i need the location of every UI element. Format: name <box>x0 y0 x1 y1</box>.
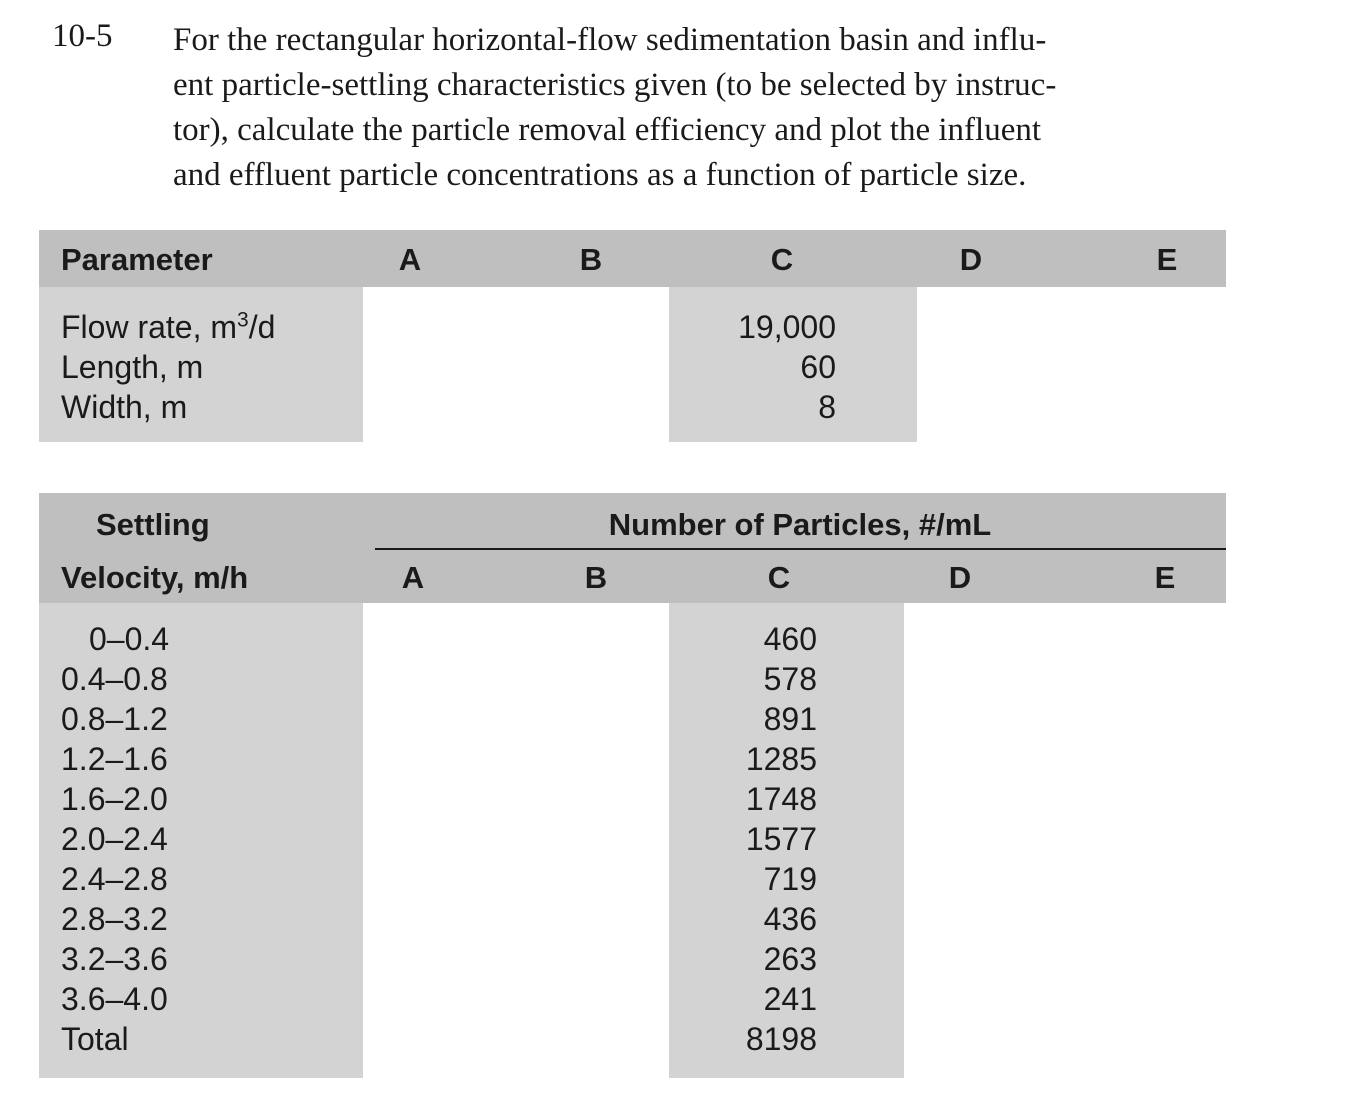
header-number-of-particles: Number of Particles, #/mL <box>608 507 992 542</box>
header-col-b: B <box>584 560 608 595</box>
parameter-table-header-band <box>39 230 1226 287</box>
table-cell-c: 891 <box>763 701 817 737</box>
header-col-a: A <box>401 560 425 595</box>
table-cell-c: 719 <box>763 861 817 897</box>
table-row-velocity: 0.8–1.2 <box>61 701 168 737</box>
table-cell-c: 241 <box>763 981 817 1017</box>
header-col-c: C <box>770 242 794 277</box>
table-cell-c: 263 <box>763 941 817 977</box>
parameter-label-width: Width, m <box>61 389 188 425</box>
header-col-d: D <box>948 560 972 595</box>
header-col-c: C <box>767 560 791 595</box>
table-cell-c: 1577 <box>745 821 817 857</box>
problem-line: and effluent particle concentrations as a function of particle size. <box>173 157 1027 193</box>
table-cell-c: 436 <box>763 901 817 937</box>
table-row-velocity: 3.6–4.0 <box>61 981 168 1017</box>
header-settling: Settling <box>96 507 210 542</box>
header-parameter: Parameter <box>61 242 213 277</box>
parameter-label-length: Length, m <box>61 349 204 385</box>
table-row-velocity: 2.0–2.4 <box>61 821 168 857</box>
header-col-e: E <box>1154 560 1176 595</box>
table-cell-c: 1285 <box>745 741 817 777</box>
problem-number: 10-5 <box>52 18 113 54</box>
table-row-velocity: 2.4–2.8 <box>61 861 168 897</box>
header-col-d: D <box>959 242 983 277</box>
table-cell-total-c: 8198 <box>745 1021 817 1057</box>
table-row-velocity: 0.4–0.8 <box>61 661 168 697</box>
value-flow-rate-c: 19,000 <box>738 309 836 345</box>
header-col-b: B <box>579 242 603 277</box>
header-velocity: Velocity, m/h <box>61 560 249 595</box>
value-length-c: 60 <box>800 349 836 385</box>
value-width-c: 8 <box>818 389 836 425</box>
table-row-velocity: 1.2–1.6 <box>61 741 168 777</box>
table-row-total-label: Total <box>61 1021 129 1057</box>
problem-line: tor), calculate the particle removal efficiency and plot the influent <box>173 112 1042 148</box>
problem-line: For the rectangular horizontal-flow sedimentation basin and influ- <box>173 22 1047 58</box>
table-row-velocity: 1.6–2.0 <box>61 781 168 817</box>
group-header-rule <box>375 548 1226 550</box>
parameter-label-flow-rate <box>61 307 275 347</box>
superscript: 3 <box>237 308 249 332</box>
column-c-values <box>690 619 817 1059</box>
velocity-column <box>61 619 351 1059</box>
problem-statement <box>173 18 1253 198</box>
problem-line: ent particle-settling characteristics given (to be selected by instruc- <box>173 67 1057 103</box>
label-text: Flow rate, m <box>61 309 238 345</box>
label-text: /d <box>248 309 276 345</box>
table-row-velocity: 2.8–3.2 <box>61 901 168 937</box>
header-col-a: A <box>398 242 422 277</box>
table-cell-c: 578 <box>763 661 817 697</box>
table-row-velocity: 3.2–3.6 <box>61 941 168 977</box>
header-col-e: E <box>1156 242 1178 277</box>
table-row-velocity: 0–0.4 <box>89 621 170 657</box>
table-cell-c: 460 <box>763 621 817 657</box>
table-cell-c: 1748 <box>745 781 817 817</box>
